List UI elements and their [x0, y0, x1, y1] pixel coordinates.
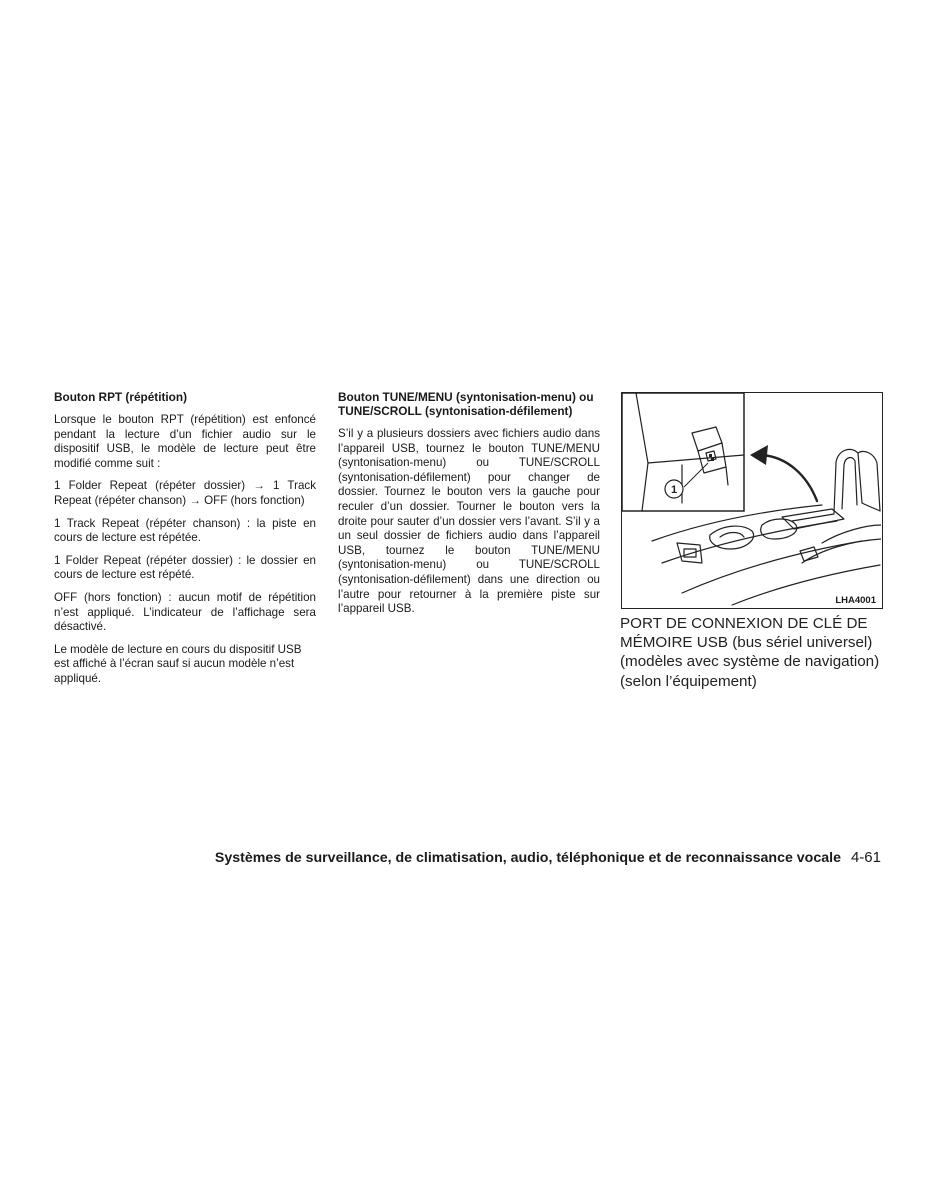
- rpt-intro-paragraph: Lorsque le bouton RPT (répétition) est enfoncé pendant la lecture d’un fichier audio sur le dispositif USB, le modèle de lecture peut être modifié comme suit :: [54, 413, 316, 470]
- tune-menu-paragraph: S’il y a plusieurs dossiers avec fichiers audio dans l’appareil USB, tournez le bouton TUNE/MENU (syntonisation-menu) ou TUNE/SCROLL (syntonisation-défilement) pour changer de dossier. Tournez le bouton vers la gauche pour reculer d’un dossier. Tourner le bouton vers la droite pour sauter d’un dossier vers l’avant. S’il y a un seul dossier de fichiers audio dans l’appareil USB, tournez le bouton TUNE/MENU (syntonisation-menu) ou TUNE/SCROLL (syntonisation-défilement) dans une direction ou l’autre pour retourner à la première piste sur l’appareil USB.: [338, 427, 600, 616]
- folder-repeat-paragraph: 1 Folder Repeat (répéter dossier) : le dossier en cours de lecture est répété.: [54, 553, 316, 582]
- rpt-heading: Bouton RPT (répétition): [54, 390, 188, 404]
- figure-caption: PORT DE CONNEXION DE CLÉ DE MÉMOIRE USB (bus sériel universel) (modèles avec système de navigation) (selon l’équipement): [620, 615, 880, 690]
- page-footer: [215, 849, 881, 866]
- footer-section-title: Systèmes de surveillance, de climatisation, audio, téléphonique et de reconnaissance vocale: [214, 850, 841, 866]
- console-drawing: [622, 393, 881, 607]
- page-number: 4-61: [850, 849, 881, 866]
- figure-code: LHA4001: [835, 595, 876, 606]
- usb-port-illustration: [621, 392, 883, 609]
- track-repeat-paragraph: 1 Track Repeat (répéter chanson) : la piste en cours de lecture est répétée.: [54, 516, 316, 545]
- rpt-sequence-paragraph: 1 Folder Repeat (répéter dossier) → 1 Track Repeat (répéter chanson) → OFF (hors fonction): [54, 479, 316, 507]
- left-column: [54, 390, 316, 695]
- tune-menu-heading: Bouton TUNE/MENU (syntonisation-menu) ou TUNE/SCROLL (syntonisation-défilement): [338, 390, 594, 418]
- pattern-display-paragraph: Le modèle de lecture en cours du dispositif USB est affiché à l’écran sauf si aucun modèle n’est appliqué.: [54, 642, 302, 685]
- off-paragraph: OFF (hors fonction) : aucun motif de répétition n’est appliqué. L’indicateur de l’affichage sera désactivé.: [54, 590, 316, 634]
- callout-number: 1: [670, 484, 678, 496]
- middle-column: [338, 390, 600, 625]
